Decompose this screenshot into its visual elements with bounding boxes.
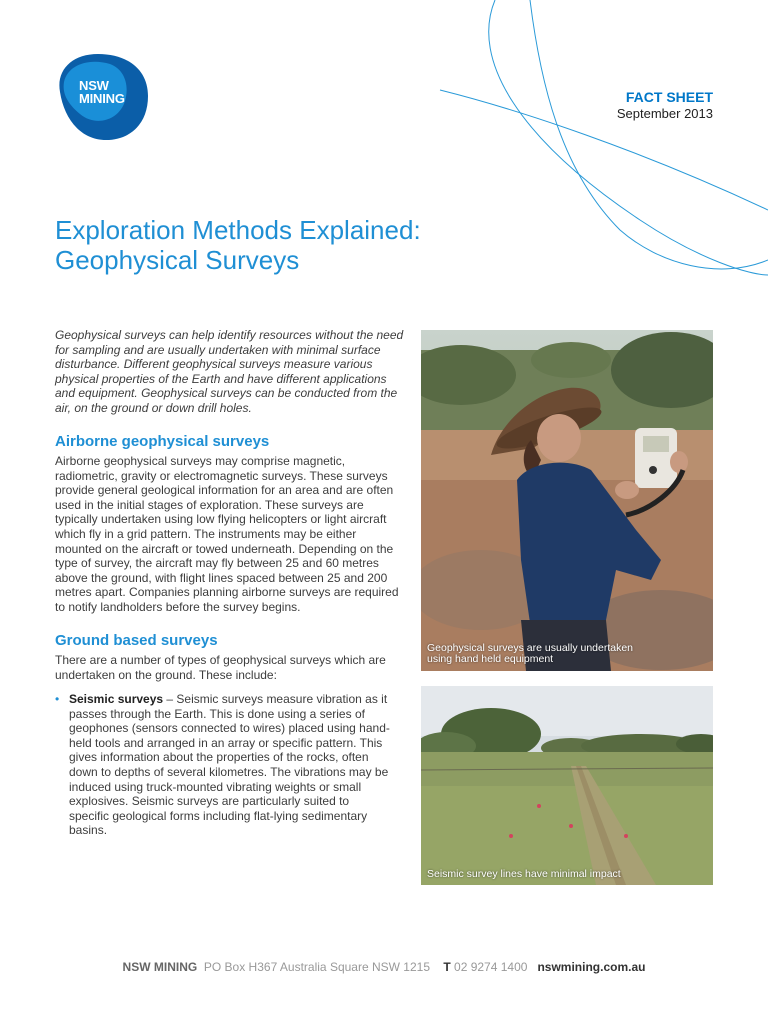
photo-2-caption: Seismic survey lines have minimal impact: [427, 868, 621, 880]
bullet-term: Seismic surveys: [69, 692, 164, 706]
footer-website-link[interactable]: nswmining.com.au: [537, 960, 646, 974]
ground-heading: Ground based surveys: [55, 632, 218, 649]
airborne-heading: Airborne geophysical surveys: [55, 433, 270, 450]
bullet-text: [69, 692, 391, 838]
footer-org: NSW MINING: [122, 960, 198, 974]
bullet-description: – Seismic surveys measure vibration as it passes through the Earth. This is done using a series of geophones (sensors connected to wires) placed using hand-held tools and arranged in an array or specific pattern. This gives information about the properties of the rocks, often down to depths of several kilometres. The vibrations may be induced using truck-mounted vibrating weights or small explosives. Seismic surveys are particularly suited to specific geological forms including flat-lying sedimentary basins.: [69, 692, 390, 838]
logo-line-2: MINING: [79, 91, 125, 106]
airborne-paragraph: Airborne geophysical surveys may comprise magnetic, radiometric, gravity or electromagnetic surveys. These surveys provide general geological information for an area and are often used in the initial stages of exploration. These surveys are typically undertaken using low flying helicopters or light aircraft which fly in a grid pattern. The instruments may be either mounted on the aircraft or towed underneath. Depending on the type of survey, the aircraft may fly between 25 and 60 metres above the ground, with flight lines spaced between 25 and 200 metres apart. Companies planning airborne surveys are required to notify landholders before the survey begins.: [55, 454, 399, 614]
publication-date: September 2013: [616, 106, 713, 121]
fact-sheet-label: FACT SHEET: [625, 89, 713, 105]
footer-phone: 02 9274 1400: [454, 960, 528, 974]
intro-paragraph: Geophysical surveys can help identify resources without the need for sampling and are usually undertaken with minimal surface disturbance. Different geophysical surveys measure various physical properties of the Earth and have different applications and equipment. Geophysical surveys can be conducted from the air, on the ground or down drill holes.: [55, 328, 404, 415]
photo-1-caption: Geophysical surveys are usually undertaken using hand held equipment: [427, 642, 634, 665]
logo-line-1: NSW: [79, 78, 109, 93]
page-title: [55, 215, 575, 275]
title-line-1: Exploration Methods Explained:: [55, 215, 421, 245]
photo-seismic-lines: [421, 686, 713, 885]
photo-1-illustration: [421, 330, 713, 671]
bullet-icon: •: [55, 692, 60, 706]
fact-sheet-header: [617, 89, 713, 122]
photo-handheld-equipment: [421, 330, 713, 671]
footer-address: PO Box H367 Australia Square NSW 1215: [203, 960, 430, 974]
footer: [0, 960, 768, 974]
photo-2-illustration: [421, 686, 713, 885]
title-line-2: Geophysical Surveys: [55, 245, 300, 275]
footer-phone-label: T: [443, 960, 451, 974]
ground-paragraph: There are a number of types of geophysical surveys which are undertaken on the ground. These include:: [55, 653, 386, 682]
logo-wordmark: [79, 79, 125, 105]
